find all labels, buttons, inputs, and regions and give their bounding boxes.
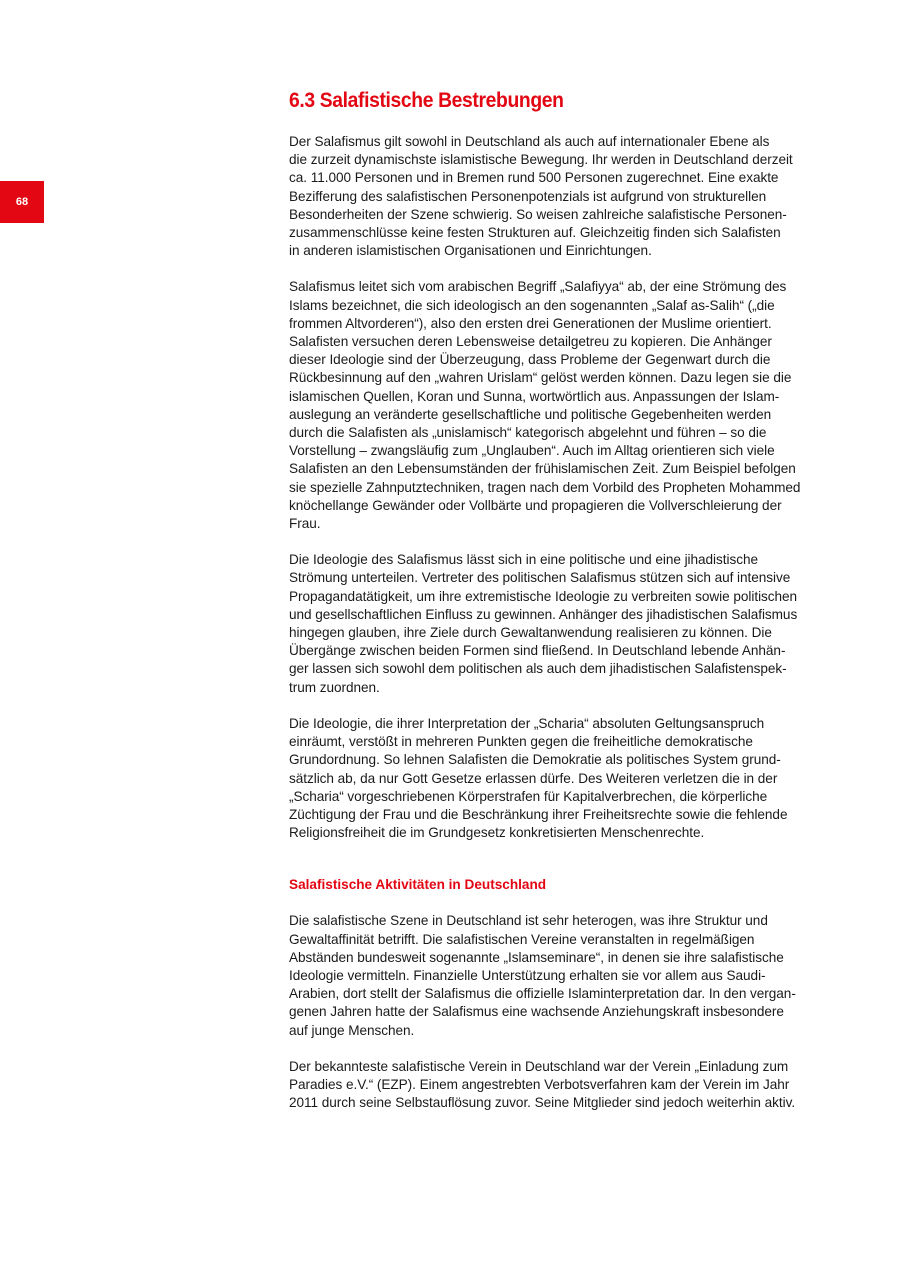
text-line: Die Ideologie, die ihrer Interpretation der „Scharia“ absoluten Geltungsanspruch (289, 715, 765, 731)
text-line: Die Ideologie des Salafismus lässt sich in eine politische und eine jihadistische (289, 552, 758, 568)
paragraph (289, 133, 837, 260)
text-line: Grundordnung. So lehnen Salafisten die Demokratie als politisches System grund- (289, 752, 781, 768)
text-line: „Scharia“ vorgeschriebenen Körperstrafen für Kapitalverbrechen, die körperliche (289, 788, 768, 804)
text-line: genen Jahren hatte der Salafismus eine wachsende Anziehungskraft insbesondere (289, 1004, 784, 1020)
text-line: Gewaltaffinität betrifft. Die salafistischen Vereine veranstalten in regelmäßigen (289, 931, 755, 947)
text-line: hingegen glauben, ihre Ziele durch Gewaltanwendung realisieren zu können. Die (289, 625, 772, 641)
section-title: 6.3 Salafistische Bestrebungen (289, 89, 564, 112)
text-line: Rückbesinnung auf den „wahren Urislam“ gelöst werden können. Dazu legen sie die (289, 370, 792, 386)
text-line: islamischen Quellen, Koran und Sunna, wortwörtlich aus. Anpassungen der Islam- (289, 388, 780, 404)
text-line: Frau. (289, 516, 321, 532)
page-number-tab (0, 181, 44, 223)
text-line: dieser Ideologie sind der Überzeugung, dass Probleme der Gegenwart durch die (289, 352, 771, 368)
text-line: zusammenschlüsse keine festen Strukturen auf. Gleichzeitig finden sich Salafisten (289, 225, 781, 241)
text-line: Ideologie vermitteln. Finanzielle Unterstützung erhalten sie vor allem aus Saudi- (289, 967, 766, 983)
text-line: sätzlich ab, da nur Gott Gesetze erlassen dürfe. Des Weiteren verletzen die in der (289, 770, 778, 786)
text-line: trum zuordnen. (289, 679, 380, 695)
text-line: und gesellschaftlichen Einfluss zu gewinnen. Anhänger des jihadistischen Salafismus (289, 606, 798, 622)
text-line: Bezifferung des salafistischen Personenpotenzials ist aufgrund von strukturellen (289, 188, 767, 204)
paragraph (289, 1058, 837, 1113)
text-line: Besonderheiten der Szene schwierig. So weisen zahlreiche salafistische Personen- (289, 206, 787, 222)
text-line: Paradies e.V.“ (EZP). Einem angestrebten Verbotsverfahren kam der Verein im Jahr (289, 1076, 790, 1092)
text-line: Religionsfreiheit die im Grundgesetz konkretisierten Menschenrechte. (289, 825, 705, 841)
page-content (289, 88, 837, 1130)
text-line: sie spezielle Zahnputztechniken, tragen nach dem Vorbild des Propheten Mohammed (289, 479, 801, 495)
text-line: Der Salafismus gilt sowohl in Deutschland als auch auf internationaler Ebene als (289, 134, 770, 149)
text-line: Islams bezeichnet, die sich ideologisch an den sogenannten „Salaf as-Salih“ („die (289, 297, 775, 313)
text-line: ca. 11.000 Personen und in Bremen rund 500 Personen zugerechnet. Eine exakte (289, 170, 779, 186)
paragraph (289, 715, 837, 842)
text-line: Abständen bundesweit sogenannte „Islamseminare“, in denen sie ihre salafistische (289, 949, 784, 965)
text-line: ger lassen sich sowohl dem politischen als auch dem jihadistischen Salafistenspek- (289, 661, 787, 677)
paragraph (289, 912, 837, 1039)
subsection-body (289, 912, 837, 1112)
text-line: Strömung unterteilen. Vertreter des politischen Salafismus stützen sich auf intensive (289, 570, 791, 586)
text-line: durch die Salafisten als „unislamisch“ kategorisch abgelehnt und führen – so die (289, 425, 767, 441)
text-line: frommen Altvorderen“), also den ersten drei Generationen der Muslime orientiert. (289, 315, 772, 331)
text-line: in anderen islamistischen Organisationen und Einrichtungen. (289, 243, 652, 259)
text-line: auslegung an veränderte gesellschaftliche und politische Gegebenheiten werden (289, 406, 772, 422)
page-number: 68 (15, 196, 29, 208)
text-line: Der bekannteste salafistische Verein in Deutschland war der Verein „Einladung zum (289, 1058, 789, 1074)
text-line: Salafisten an den Lebensumständen der frühislamischen Zeit. Zum Beispiel befolgen (289, 461, 796, 477)
text-line: Salafisten versuchen deren Lebensweise detailgetreu zu kopieren. Die Anhänger (289, 334, 772, 350)
text-line: auf junge Menschen. (289, 1022, 415, 1038)
text-line: Vorstellung – zwangsläufig zum „Unglauben“. Auch im Alltag orientieren sich viele (289, 443, 775, 459)
text-line: die zurzeit dynamischste islamistische Bewegung. Ihr werden in Deutschland derzeit (289, 152, 793, 168)
text-line: Propagandatätigkeit, um ihre extremistische Ideologie zu verbreiten sowie politischen (289, 588, 798, 604)
text-line: einräumt, verstößt in mehreren Punkten gegen die freiheitliche demokratische (289, 734, 753, 750)
paragraph (289, 278, 837, 533)
text-line: knöchellange Gewänder oder Vollbärte und propagieren die Vollverschleierung der (289, 497, 782, 513)
text-line: Züchtigung der Frau und die Beschränkung ihrer Freiheitsrechte sowie die fehlende (289, 806, 788, 822)
subsection-title: Salafistische Aktivitäten in Deutschland (289, 877, 547, 893)
text-line: Arabien, dort stellt der Salafismus die offizielle Islaminterpretation dar. In den vergan- (289, 986, 796, 1002)
text-line: Übergänge zwischen beiden Formen sind fließend. In Deutschland lebende Anhän- (289, 643, 786, 659)
paragraph (289, 551, 837, 697)
section-body (289, 133, 837, 842)
text-line: Salafismus leitet sich vom arabischen Begriff „Salafiyya“ ab, der eine Strömung des (289, 279, 787, 295)
text-line: Die salafistische Szene in Deutschland ist sehr heterogen, was ihre Struktur und (289, 913, 768, 929)
text-line: 2011 durch seine Selbstauflösung zuvor. Seine Mitglieder sind jedoch weiterhin aktiv. (289, 1095, 796, 1111)
